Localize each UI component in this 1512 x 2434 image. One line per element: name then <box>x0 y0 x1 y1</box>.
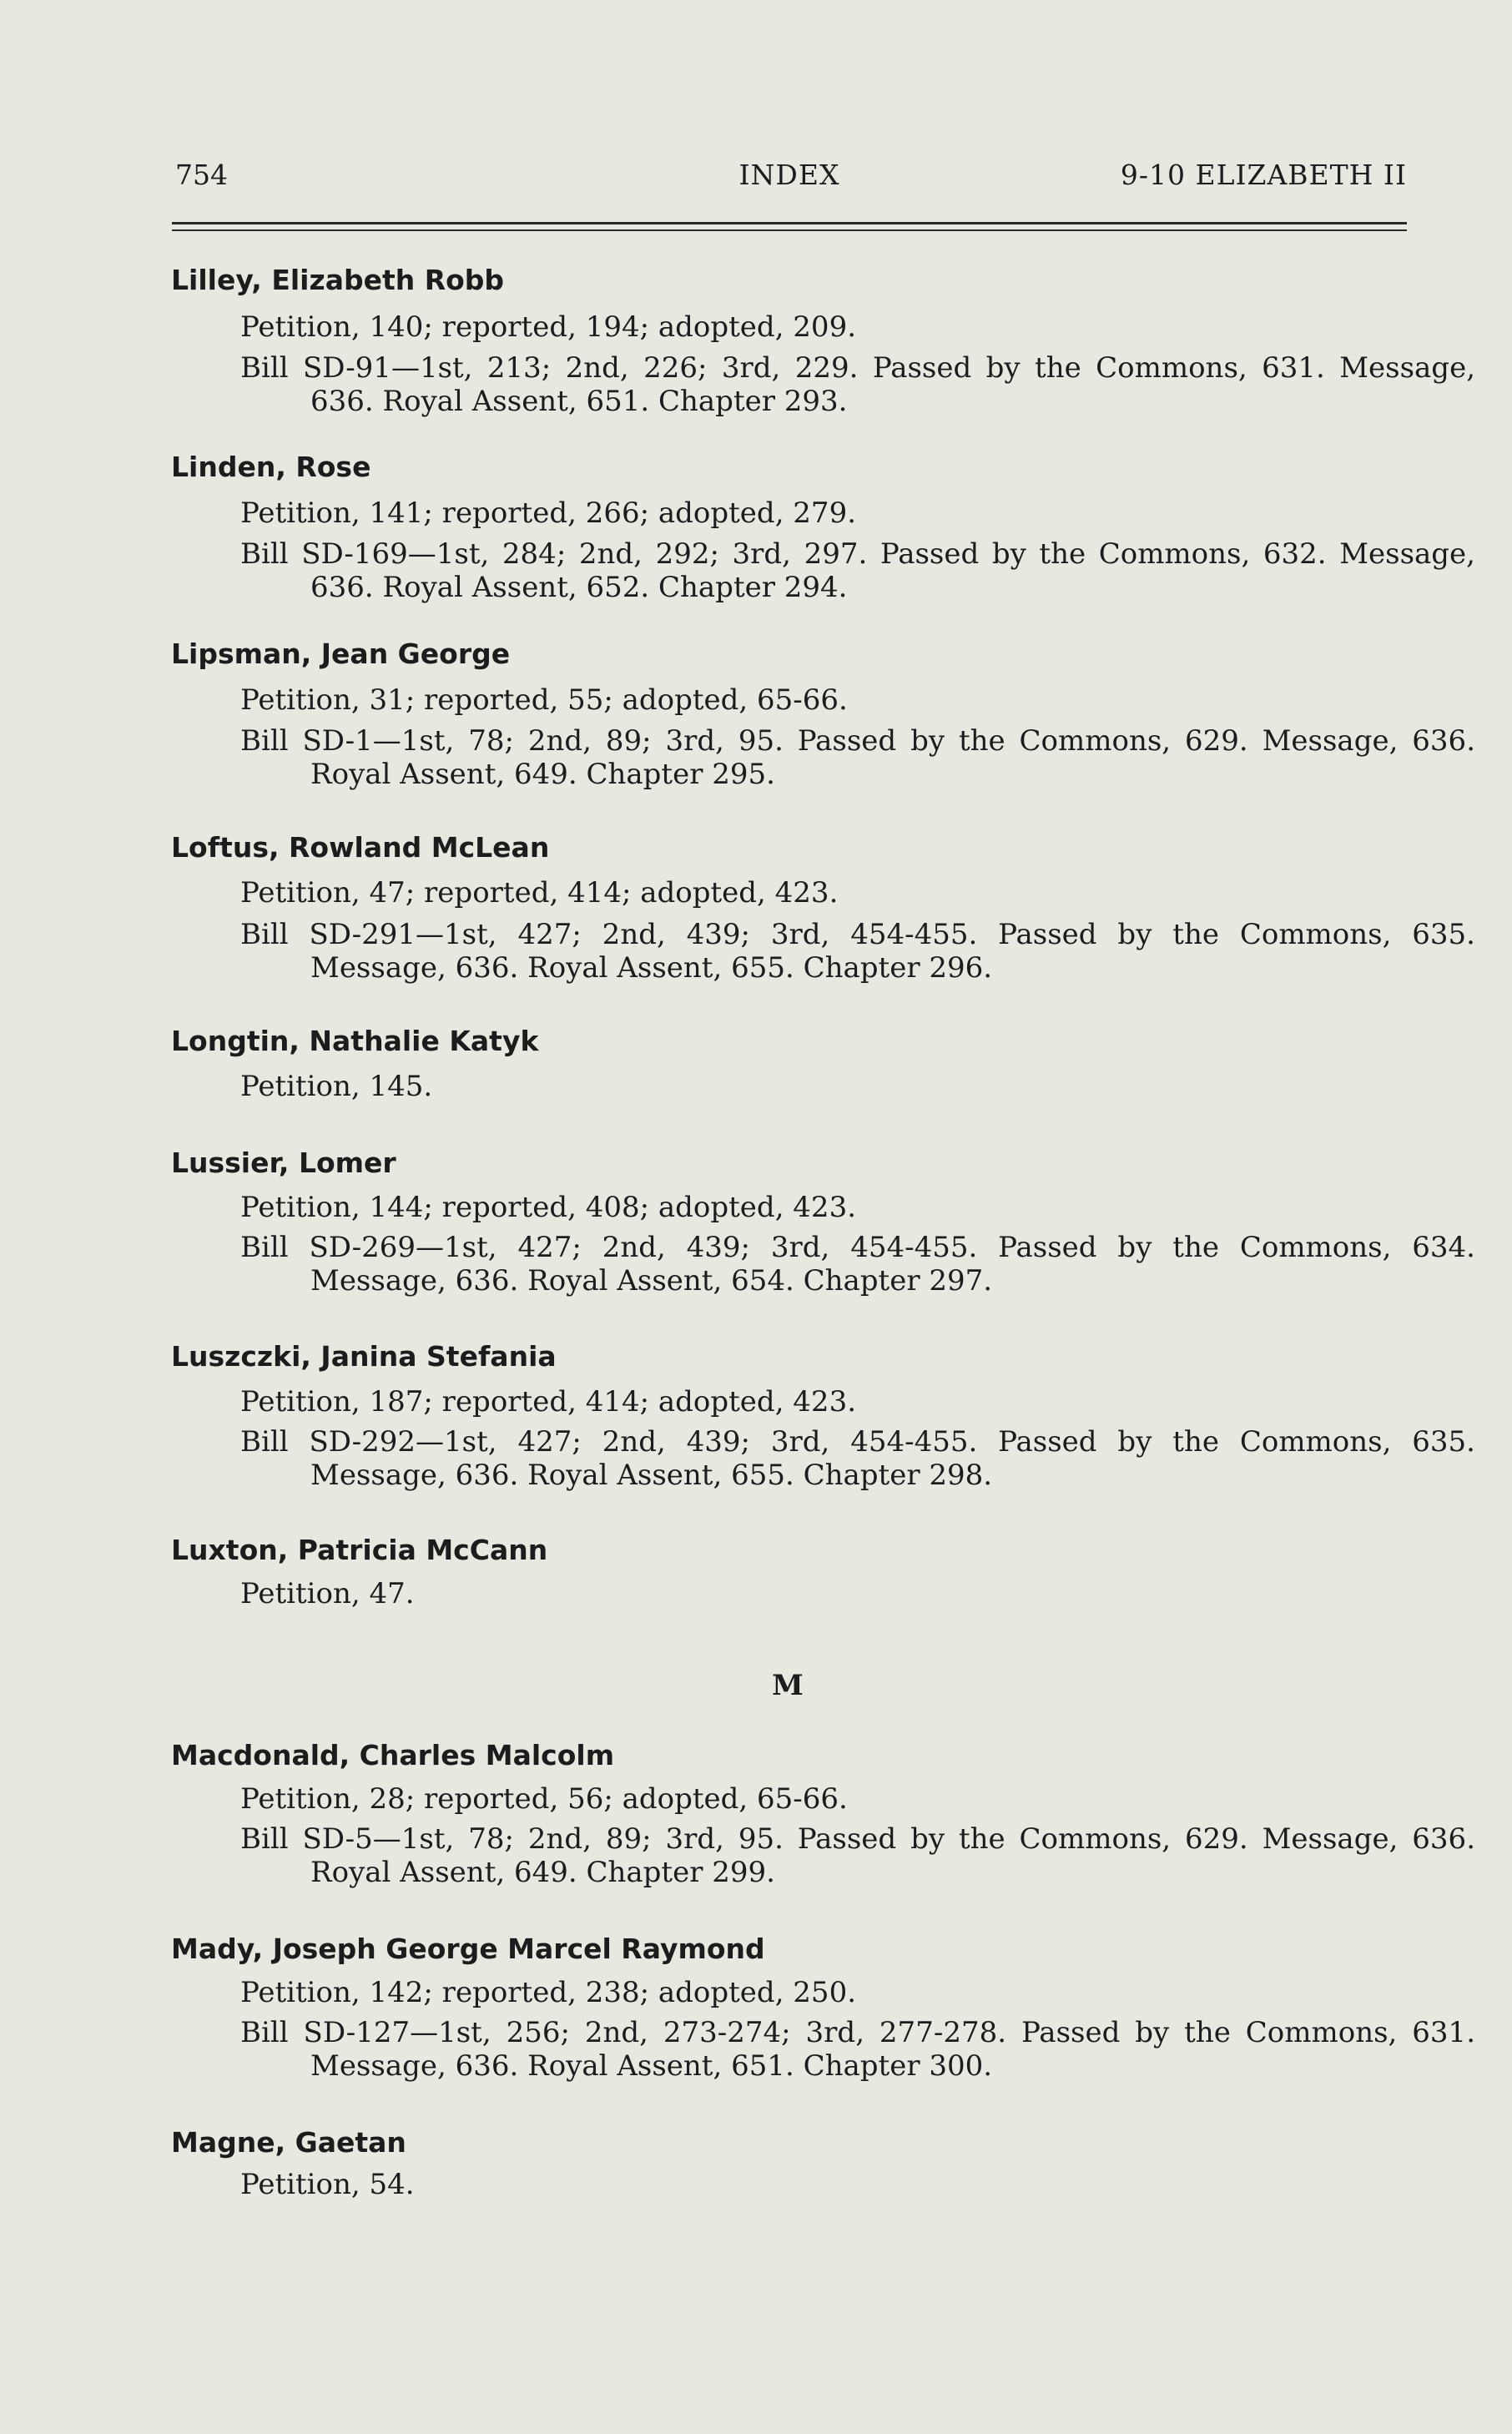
entry-name: Longtin, Nathalie Katyk <box>171 1025 539 1057</box>
entry-bill: Bill SD-127—1st, 256; 2nd, 273-274; 3rd, 277-278. Passed by the Commons, 631. Message, 636. Royal Assent, 651. Chapter 300. <box>240 2016 1475 2083</box>
entry-petition: Petition, 144; reported, 408; adopted, 423. <box>240 1191 857 1224</box>
entry-name: Macdonald, Charles Malcolm <box>171 1739 615 1771</box>
entry-bill: Bill SD-291—1st, 427; 2nd, 439; 3rd, 454-455. Passed by the Commons, 635. Message, 636. Royal Assent, 655. Chapter 296. <box>240 918 1475 985</box>
entry-name: Luszczki, Janina Stefania <box>171 1340 557 1373</box>
entry-petition: Petition, 142; reported, 238; adopted, 250. <box>240 1976 857 2009</box>
entry-bill: Bill SD-269—1st, 427; 2nd, 439; 3rd, 454-455. Passed by the Commons, 634. Message, 636. Royal Assent, 654. Chapter 297. <box>240 1231 1475 1298</box>
entry-petition: Petition, 140; reported, 194; adopted, 209. <box>240 310 857 344</box>
entry-bill: Bill SD-1—1st, 78; 2nd, 89; 3rd, 95. Passed by the Commons, 629. Message, 636. Royal Assent, 649. Chapter 295. <box>240 724 1475 791</box>
entry-bill: Bill SD-169—1st, 284; 2nd, 292; 3rd, 297. Passed by the Commons, 632. Message, 636. Royal Assent, 652. Chapter 294. <box>240 537 1475 604</box>
section-letter: M <box>772 1669 804 1702</box>
entry-name: Luxton, Patricia McCann <box>171 1534 548 1566</box>
running-title: INDEX <box>738 159 840 191</box>
entry-petition: Petition, 54. <box>240 2168 415 2201</box>
entry-petition: Petition, 141; reported, 266; adopted, 279. <box>240 496 857 530</box>
entry-petition: Petition, 31; reported, 55; adopted, 65-66. <box>240 683 848 717</box>
entry-petition: Petition, 187; reported, 414; adopted, 423. <box>240 1385 857 1419</box>
entry-name: Lilley, Elizabeth Robb <box>171 264 505 296</box>
entry-petition: Petition, 47. <box>240 1577 415 1610</box>
entry-bill: Bill SD-5—1st, 78; 2nd, 89; 3rd, 95. Passed by the Commons, 629. Message, 636. Royal Assent, 649. Chapter 299. <box>240 1822 1475 1889</box>
entry-name: Linden, Rose <box>171 451 371 483</box>
running-head-right: 9-10 ELIZABETH II <box>1120 159 1407 191</box>
entry-petition: Petition, 47; reported, 414; adopted, 423. <box>240 876 839 910</box>
page-number: 754 <box>175 159 228 191</box>
entry-name: Lipsman, Jean George <box>171 637 511 670</box>
entry-bill: Bill SD-91—1st, 213; 2nd, 226; 3rd, 229. Passed by the Commons, 631. Message, 636. Royal Assent, 651. Chapter 293. <box>240 351 1475 418</box>
entry-bill: Bill SD-292—1st, 427; 2nd, 439; 3rd, 454-455. Passed by the Commons, 635. Message, 636. Royal Assent, 655. Chapter 298. <box>240 1425 1475 1492</box>
entry-name: Mady, Joseph George Marcel Raymond <box>171 1933 765 1965</box>
entry-petition: Petition, 28; reported, 56; adopted, 65-66. <box>240 1782 848 1816</box>
entry-name: Lussier, Lomer <box>171 1146 396 1179</box>
entry-name: Magne, Gaetan <box>171 2126 406 2159</box>
entry-petition: Petition, 145. <box>240 1070 433 1103</box>
entry-name: Loftus, Rowland McLean <box>171 831 550 864</box>
